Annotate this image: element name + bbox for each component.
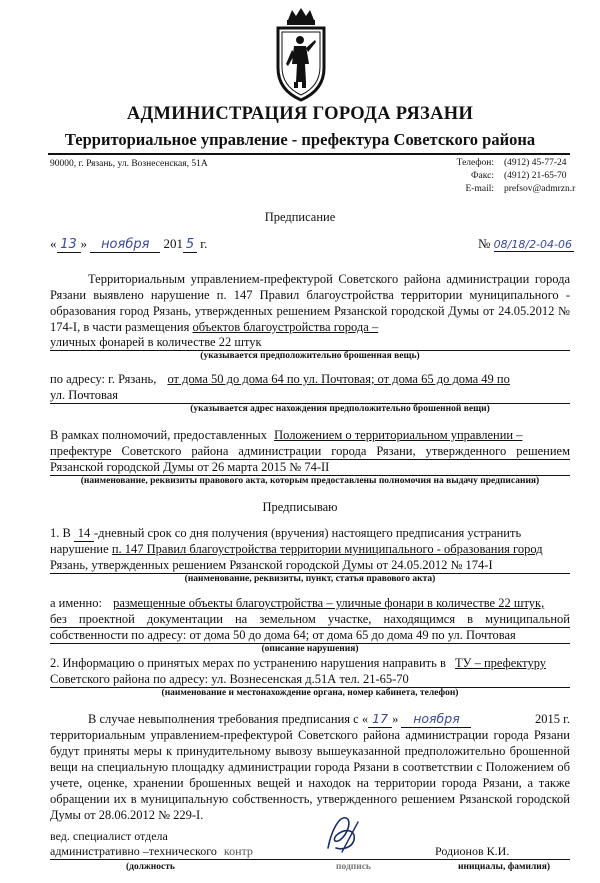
item-2-line1 — [50, 656, 570, 671]
item-1-line2 — [50, 542, 570, 557]
date-year-prefix: 201 — [163, 236, 183, 251]
signer-position-1: вед. специалист отдела — [50, 829, 168, 843]
filled-description-line3: собственности по адресу: от дома 50 до дома 64; от дома 65 до дома 49 по ул. Почтовая — [50, 628, 570, 644]
header-address: 90000, г. Рязань, ул. Вознесенская, 51А — [50, 159, 208, 169]
org-subtitle: Территориальное управление - префектура Советского района — [64, 130, 536, 149]
date-day: 13 — [57, 237, 81, 253]
deadline-year: 2015 г. — [535, 712, 570, 726]
caption: (наименование и местонахождение органа, номер кабинета, телефон) — [161, 688, 459, 698]
caption: (описание нарушения) — [261, 644, 359, 654]
contact-label: Телефон: — [456, 158, 494, 168]
deadline-mid: » — [392, 712, 399, 726]
paragraph-violation — [50, 271, 570, 335]
header-divider — [48, 153, 570, 155]
deadline-day: 17 — [368, 711, 392, 728]
caption-position: (должность — [126, 862, 175, 872]
caption: (указывается адрес нахождения предположительно брошенной вещи) — [190, 404, 490, 414]
filled-description: размещенные объекты благоустройства – уличные фонари в количестве 22 штук, — [113, 596, 545, 610]
filled-rule-line2: Рязань, утвержденных решением Рязанской городской Думы от 24.05.2012 № 174-I — [50, 558, 570, 574]
item-1-line1 — [50, 526, 570, 542]
filled-address-line2: ул. Почтовая — [50, 388, 570, 404]
filled-authority: Положением о территориальном управлении – — [274, 428, 523, 442]
doc-number — [478, 236, 574, 252]
signer-position-2-cut: контр — [223, 844, 253, 858]
caption-sign: подпись — [336, 862, 371, 872]
date-month: ноября — [90, 237, 160, 253]
caption-name: инициалы, фамилия) — [458, 862, 551, 872]
contact-value: (4912) 45-77-24 — [504, 158, 567, 168]
date-mid: » — [80, 236, 87, 251]
contact-label: Факс: — [471, 171, 494, 181]
signer-position-2: административно –технического — [50, 844, 217, 858]
filled-authority-line3: Рязанской городской Думы от 26 марта 2015 № 74-II — [50, 460, 570, 476]
date-year-suffix: 5 — [183, 237, 197, 253]
item-1-lead-b: -дневный срок со дня получения (вручения) настоящего предписания устранить — [93, 526, 522, 540]
doc-date — [50, 236, 207, 253]
namely-lead: а именно: — [50, 596, 102, 610]
contact-value: prefsov@admrzn.r — [504, 184, 576, 194]
filled-recipient-line2: Советского района по адресу: ул. Вознесенская д.51А тел. 21-65-70 — [50, 672, 570, 688]
authority-line — [50, 428, 570, 443]
filled-object-line2: уличных фонарей в количестве 22 штук — [50, 335, 570, 351]
filled-description-line2: без проектной документации на земельном участке, находящимся в муниципальной — [50, 612, 570, 626]
caption: (наименование, реквизиты правового акта, которым предоставлены полномочия на выдачу предписания) — [80, 476, 540, 486]
date-open: « — [50, 236, 57, 251]
authority-lead: В рамках полномочий, предоставленных — [50, 428, 267, 442]
filled-recipient: ТУ – префектуру — [454, 656, 547, 670]
filled-authority-line2: префектуре Советского района администрации города Рязани, утвержденного решением — [50, 444, 570, 458]
caption: (указывается предположительно брошенная вещь) — [200, 351, 420, 361]
order-title: Предписываю — [262, 500, 338, 514]
namely-line1 — [50, 596, 570, 611]
doc-title: Предписание — [264, 210, 336, 224]
item-1-days: 14 — [74, 526, 94, 542]
paragraph-text: Территориальным управлением-префектурой Советского района администрации города Рязани выявлено нарушение п. 147 Правил благоустройства территории муниципального - образования город Рязань, утвержденных решением Рязанской городской Думы от 24.05.2012 № 174-I, в части размещения — [50, 272, 570, 334]
signer-position-2-field — [50, 844, 570, 860]
caption: (наименование, реквизиты, пункт, статья правового акта) — [184, 574, 436, 584]
address-lead: по адресу: г. Рязань, — [50, 372, 157, 386]
deadline-lead: В случае невыполнения требования предписания с « — [88, 712, 369, 726]
signer-name: Родионов К.И. — [435, 844, 510, 858]
number-sign: № — [478, 236, 491, 251]
address-line — [50, 372, 570, 387]
handwritten-signature — [318, 808, 366, 860]
paragraph-consequences: территориальным управлением-префектурой Советского района администрации города Рязани будут приняты меры к принудительному вывозу вышеуказанной предположительно брошенной вещи на специальную площадку администрации города Рязани в соответствии с Положением об учете, оценке, хранении брошенных вещей и находок на территории города Рязани, а также обращении их в муниципальную собственность, утвержденного решением Рязанской городской Думы от 28.06.2012 № 229-I. — [50, 728, 570, 822]
contact-value: (4912) 21-65-70 — [504, 171, 567, 181]
item-1-lead-a: 1. В — [50, 526, 71, 540]
contacts-block — [432, 157, 575, 196]
deadline-line — [50, 711, 570, 728]
org-title: АДМИНИСТРАЦИЯ ГОРОДА РЯЗАНИ — [126, 104, 474, 124]
filled-rule: п. 147 Правил благоустройства территории муниципального - образования город — [111, 542, 543, 556]
item-2-lead: 2. Информацию о принятых мерах по устранению нарушения направить в — [50, 656, 446, 670]
filled-address: от дома 50 до дома 64 по ул. Почтовая; от дома 65 до дома 49 по — [167, 372, 510, 386]
coat-of-arms-emblem — [270, 6, 332, 102]
deadline-month: ноября — [401, 711, 471, 728]
contact-label: E-mail: — [465, 184, 494, 194]
item-1-lead-c: нарушение — [50, 542, 109, 556]
date-unit: г. — [200, 236, 208, 251]
number-value: 08/18/2-04-06 — [493, 238, 572, 251]
filled-object: объектов благоустройства города – — [192, 320, 379, 334]
